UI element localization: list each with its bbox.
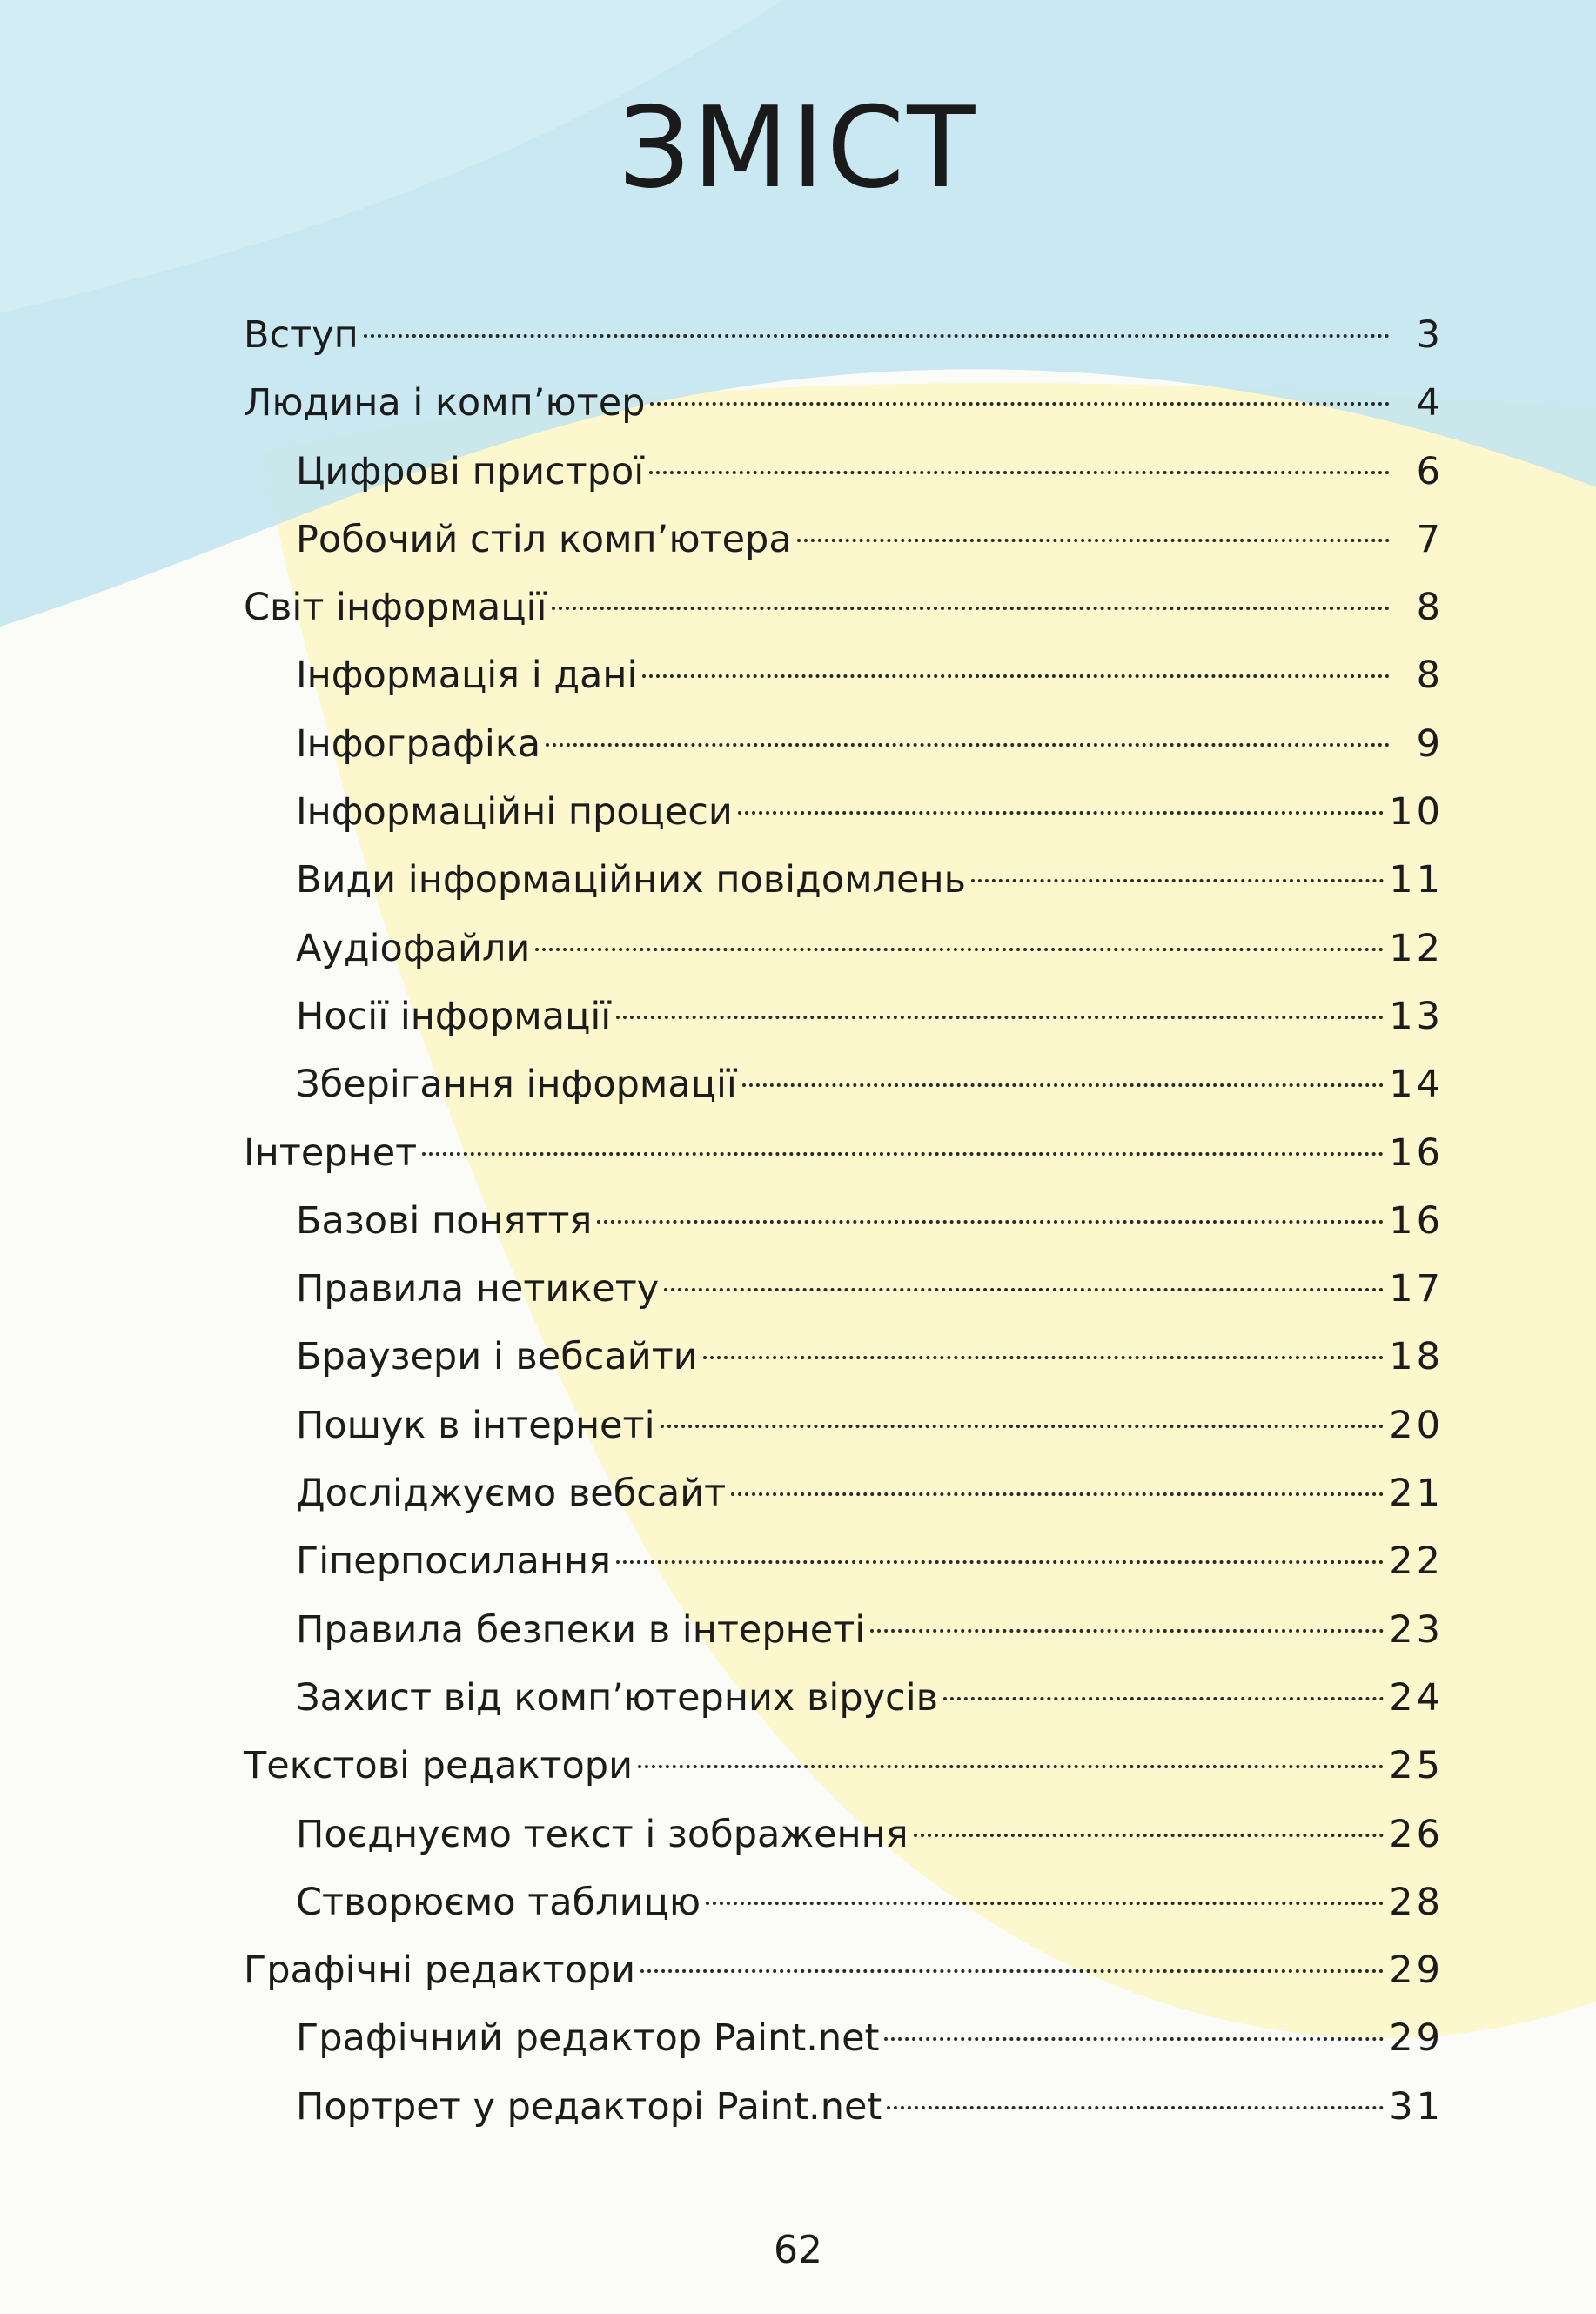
dot-leader bbox=[870, 1629, 1384, 1633]
toc-entry bbox=[244, 1596, 1444, 1664]
toc-entry bbox=[244, 846, 1444, 914]
dot-leader bbox=[546, 743, 1390, 747]
toc-entry bbox=[244, 2073, 1444, 2141]
toc-entry bbox=[244, 369, 1444, 437]
toc-entry bbox=[244, 710, 1444, 778]
dot-leader bbox=[640, 1969, 1384, 1973]
toc-entry-page-number: 28 bbox=[1389, 1880, 1444, 1924]
dot-leader bbox=[731, 1492, 1384, 1496]
dot-leader bbox=[738, 811, 1384, 815]
toc-entry-page-number: 9 bbox=[1416, 721, 1444, 766]
dot-leader bbox=[535, 948, 1384, 951]
toc-entry-page-number: 14 bbox=[1389, 1063, 1444, 1107]
toc-entry-label: Графічний редактор Paint.net bbox=[296, 2016, 880, 2061]
toc-entry bbox=[244, 1801, 1444, 1868]
toc-entry-page-number: 3 bbox=[1416, 313, 1444, 357]
toc-entry-page-number: 29 bbox=[1389, 2016, 1444, 2061]
toc-entry-label: Створюємо таблицю bbox=[296, 1880, 701, 1924]
toc-entry-page-number: 22 bbox=[1389, 1539, 1444, 1584]
toc-entry-label: Досліджуємо вебсайт bbox=[296, 1472, 727, 1516]
toc-entry-label: Захист від комп’ютерних вірусів bbox=[296, 1675, 938, 1720]
dot-leader bbox=[887, 2106, 1384, 2109]
dot-leader bbox=[552, 607, 1390, 610]
toc-entry bbox=[244, 1187, 1444, 1255]
dot-leader bbox=[597, 1220, 1384, 1224]
toc-entry-page-number: 8 bbox=[1416, 586, 1444, 630]
toc-entry-page-number: 29 bbox=[1389, 1948, 1444, 1993]
toc-entry-label: Аудіофайли bbox=[296, 926, 531, 970]
dot-leader bbox=[703, 1356, 1385, 1359]
toc-entry-page-number: 7 bbox=[1416, 517, 1444, 561]
toc-entry-label: Інформаційні процеси bbox=[296, 790, 733, 835]
dot-leader bbox=[616, 1560, 1384, 1564]
toc-entry bbox=[244, 301, 1444, 369]
dot-leader bbox=[661, 1425, 1385, 1428]
dot-leader bbox=[642, 674, 1390, 678]
toc-entry bbox=[244, 1732, 1444, 1800]
toc-entry-label: Робочий стіл комп’ютера bbox=[296, 517, 792, 561]
dot-leader bbox=[943, 1697, 1384, 1700]
toc-entry-page-number: 24 bbox=[1389, 1675, 1444, 1720]
toc-entry-page-number: 4 bbox=[1416, 381, 1444, 426]
dot-leader bbox=[971, 879, 1384, 882]
toc-entry-label: Інфографіка bbox=[296, 721, 541, 766]
toc-entry-label: Світ інформації bbox=[244, 586, 547, 630]
toc-entry bbox=[244, 573, 1444, 641]
dot-leader bbox=[649, 471, 1390, 474]
toc-entry-page-number: 26 bbox=[1389, 1812, 1444, 1856]
toc-entry-label: Браузери і вебсайти bbox=[296, 1335, 698, 1379]
toc-entry bbox=[244, 1664, 1444, 1732]
toc-entry bbox=[244, 2004, 1444, 2072]
toc-entry-page-number: 8 bbox=[1416, 654, 1444, 698]
dot-leader bbox=[422, 1152, 1384, 1156]
toc-entry bbox=[244, 641, 1444, 709]
toc-entry bbox=[244, 1936, 1444, 2004]
toc-entry-label: Правила нетикету bbox=[296, 1267, 660, 1311]
toc-entry-page-number: 17 bbox=[1389, 1267, 1444, 1311]
toc-entry-label: Поєднуємо текст і зображення bbox=[296, 1812, 909, 1856]
toc-entry-page-number: 20 bbox=[1389, 1403, 1444, 1447]
toc-entry bbox=[244, 1868, 1444, 1936]
toc-entry-page-number: 11 bbox=[1389, 858, 1444, 902]
toc-entry bbox=[244, 1459, 1444, 1527]
toc-entry-page-number: 25 bbox=[1389, 1744, 1444, 1788]
toc-entry bbox=[244, 506, 1444, 573]
toc-entry-page-number: 21 bbox=[1389, 1472, 1444, 1516]
toc-entry-page-number: 10 bbox=[1389, 790, 1444, 835]
dot-leader bbox=[650, 402, 1390, 406]
toc-entry bbox=[244, 778, 1444, 846]
dot-leader bbox=[364, 334, 1390, 338]
toc-entry-page-number: 23 bbox=[1389, 1607, 1444, 1652]
toc-entry-label: Інтернет bbox=[244, 1130, 418, 1175]
toc-entry-page-number: 12 bbox=[1389, 926, 1444, 970]
dot-leader bbox=[664, 1288, 1384, 1291]
toc-entry-label: Людина і комп’ютер bbox=[244, 381, 646, 426]
toc-entry bbox=[244, 1255, 1444, 1323]
dot-leader bbox=[742, 1083, 1384, 1087]
toc-entry-page-number: 18 bbox=[1389, 1335, 1444, 1379]
toc-entry-label: Базові поняття bbox=[296, 1198, 593, 1243]
toc-entry-label: Графічні редактори bbox=[244, 1948, 636, 1993]
dot-leader bbox=[914, 1834, 1385, 1837]
toc-entry-label: Текстові редактори bbox=[244, 1744, 634, 1788]
toc-entry-label: Види інформаційних повідомлень bbox=[296, 858, 966, 902]
dot-leader bbox=[706, 1902, 1384, 1905]
toc-entry-page-number: 16 bbox=[1389, 1198, 1444, 1243]
toc-entry bbox=[244, 1050, 1444, 1118]
dot-leader bbox=[638, 1765, 1384, 1768]
toc-entry-page-number: 13 bbox=[1389, 994, 1444, 1038]
dot-leader bbox=[797, 539, 1390, 542]
toc-entry bbox=[244, 1323, 1444, 1391]
toc-entry-label: Правила безпеки в інтернеті bbox=[296, 1607, 866, 1652]
toc-entry bbox=[244, 915, 1444, 983]
dot-leader bbox=[616, 1016, 1384, 1019]
toc-entry bbox=[244, 1527, 1444, 1595]
toc-entry-page-number: 31 bbox=[1389, 2084, 1444, 2129]
toc-entry-label: Портрет у редакторі Paint.net bbox=[296, 2084, 882, 2129]
toc-entry bbox=[244, 983, 1444, 1050]
page-number: 62 bbox=[774, 2228, 822, 2272]
toc-entry bbox=[244, 1392, 1444, 1459]
page-title: ЗМІСТ bbox=[618, 84, 978, 213]
toc-entry-page-number: 16 bbox=[1389, 1130, 1444, 1175]
toc-entry bbox=[244, 1119, 1444, 1187]
toc-entry-label: Гіперпосилання bbox=[296, 1539, 611, 1584]
toc-entry-label: Пошук в інтернеті bbox=[296, 1403, 655, 1447]
toc-entry-label: Інформація і дані bbox=[296, 654, 638, 698]
toc-entry-page-number: 6 bbox=[1416, 449, 1444, 493]
toc-entry bbox=[244, 438, 1444, 506]
toc-entry-label: Носії інформації bbox=[296, 994, 612, 1038]
toc-entry-label: Вступ bbox=[244, 313, 359, 357]
dot-leader bbox=[884, 2037, 1384, 2041]
toc-entry-label: Зберігання інформації bbox=[296, 1063, 737, 1107]
toc-entry-label: Цифрові пристрої bbox=[296, 449, 645, 493]
table-of-contents bbox=[244, 301, 1444, 2141]
